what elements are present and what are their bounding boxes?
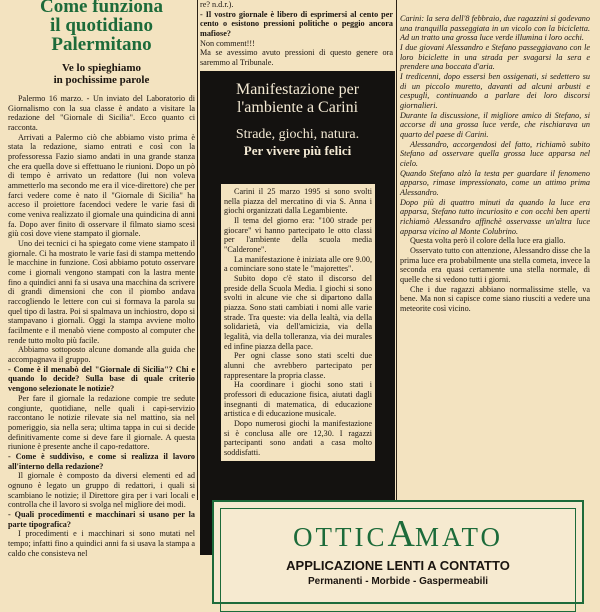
article-subtitle-line: in pochissime parole [53, 74, 150, 86]
right-article [400, 0, 590, 314]
left-article [8, 0, 195, 558]
article-paragraph: Per ogni classe sono stati scelti due alunni che avrebbero partecipato per rappresentare la propria classe. [224, 351, 372, 380]
article-paragraph: re? n.d.r.). [200, 0, 234, 9]
interview-question: - Quali procedimenti e macchinari si usano per la parte tipografica? [8, 509, 195, 529]
article-paragraph: Ha coordinare i giochi sono stati i professori di educazione fisica, aiutati dagli insegnanti di matematica, di educazione artistica e di educazione musicale. [224, 380, 372, 419]
column-divider [396, 0, 397, 500]
feature-title-line: Manifestazione per [235, 81, 360, 98]
logo-text: A [387, 513, 415, 555]
article-paragraph: Alessandro, accorgendosi del fatto, richiamò subito Stefano ad osservare quella grossa luce apparsa nel cielo. [400, 139, 590, 169]
article-paragraph: Non comment!!! [200, 38, 255, 48]
article-paragraph: I tredicenni, dopo essersi ben ossigenati, si sedettero su di un piccolo muretto, davanti ad alcuni arbusti e cespugli, continuando a parlare dei loro discorsi giornalieri. [400, 72, 590, 111]
article-paragraph: Dopo più di quattro minuti da quando la luce era apparsa, Stefano tutto incuriosito e con occhi ben aperti richiamò Alessandro affinchè osservasse un'altra luce apparsa vicino al Monte Colubrino. [400, 197, 590, 236]
article-paragraph: Uno dei tecnici ci ha spiegato come viene stampato il giornale. Ci ha mostrato le varie fasi di stampa mettendo le macchine in funzione. Così abbiamo potuto osservare come i giornali vengono stampati con la lastra mente fino a quindici anni fa si usava una macchina da scrivere di grandi dimensioni che con il piombo andava raccogliendo le lettere con cui si formava la parola su quel tipo di lastra. Poi si spalmava un inchiostro, dopo si stampavano i giornali. Oggi la stampa avviene molto facilmente e il menabò viene composto al computer che rende tutto molto più facile. [8, 239, 195, 345]
interview-question: - Il vostro giornale è libero di esprimersi al cento per cento o esistono pressioni politiche o peggio ancora mafiose? [200, 9, 393, 39]
article-title-line: Palermitano [51, 34, 152, 55]
article-paragraph: La manifestazione è iniziata alle ore 9.00, a cominciare sono state le "majorettes". [224, 254, 372, 274]
optician-advertisement [212, 500, 584, 604]
interview-question: - Come è il menabò del "Giornale di Sicilia"? Chi e quando lo decide? Sulla base di quale criterio vengono selezionate le notizie? [8, 364, 195, 394]
article-title-line: Come funziona [40, 0, 163, 17]
feature-title-line: l'ambiente a Carini [236, 99, 359, 116]
ad-headline: APPLICAZIONE LENTI A CONTATTO [286, 558, 510, 573]
article-paragraph: Per fare il giornale la redazione compie tre sedute congiunte, quotidiane, nelle quali i capi-servizio raccontano le notizie rilevate sia nel mattino, sia nel pomeriggio, sia nella sera; ultima tappa in cui si decide definitivamente come si deve fare il giornale. A questa riunione è presente anche il capo-redattore. [8, 393, 195, 452]
article-subtitle-line: Ve lo spieghiamo [61, 62, 142, 74]
feature-subtitle: Strade, giochi, natura. [235, 127, 360, 142]
logo-text: OTTIC [293, 522, 388, 552]
article-paragraph: I procedimenti e i macchinari si sono mutati nel tempo; infatti fino a quindici anni fa si usava la stampa a caldo che consisteva nel [8, 529, 195, 558]
feature-box [200, 71, 395, 555]
article-paragraph: Ma se avessimo avuto pressioni di questo genere ora saremmo al Tribunale. [200, 48, 393, 68]
feature-title [200, 81, 395, 117]
article-paragraph: Osservato tutto con attenzione, Alessandro disse che la prima luce era probabilmente una stella cometa, invece la seconda era quasi certamente una stella normale, di quelle che si vedono tutti i giorni. [400, 246, 590, 285]
article-paragraph: Quando Stefano alzò la testa per guardare il fenomeno apparso, rimase impressionato, come un attimo prima Alessandro. [400, 168, 590, 198]
article-paragraph: I due giovani Alessandro e Stefano passeggiavano con le loro biciclette in una strada per svagarsi la sera e prendere una boccata d'aria. [400, 43, 590, 72]
interview-question: - Come è suddiviso, e come si realizza il lavoro all'interno della redazione? [8, 451, 195, 471]
article-subtitle [8, 62, 195, 86]
column-divider [197, 0, 198, 500]
optician-logo [214, 512, 582, 556]
article-paragraph: Durante la discussione, il migliore amico di Stefano, si accorse di una grossa luce verde, che rischiarava un quarto del paese di Carini. [400, 110, 590, 140]
article-paragraph: Palermo 16 marzo. - Un inviato del Laboratorio di Giornalismo con la sua classe è andato a visitare la redazione del "Giornale di Sicilia". Ecco quanto ci racconta. [8, 94, 195, 133]
article-paragraph: Carini il 25 marzo 1995 si sono svolti nella piazza del mercatino di via S. Anna i giochi organizzati dalla Legambiente. [224, 187, 372, 216]
article-paragraph: Che i due ragazzi abbiano normalissime stelle, va bene. Ma non si capisce come siano riusciti a vedere una meteorite così vicino. [400, 284, 590, 314]
article-paragraph: Dopo numerosi giochi la manifestazione si è conclusa alle ore 12,30. I ragazzi partecipanti sono andati a casa molto soddisfatti. [224, 419, 372, 458]
article-paragraph: Il tema del giorno era: "100 strade per giocare" vi hanno partecipato le otto classi per l'ambiente della scuola media "Calderone". [224, 216, 372, 255]
article-paragraph: Subito dopo c'è stato il discorso del preside della Scuola Media. I giochi si sono svolti in alcune vie che si dipartono dalla piazza. Sono stati cambiati i nomi alle varie strade. Tra queste: via della lealtà, via della solidarietà, via dell'amicizia, via della legalità, via della tolleranza, via dei murales ed infine piazza della pace. [224, 274, 372, 351]
logo-text: MATO [414, 522, 503, 552]
ad-tagline: Permanenti - Morbide - Gaspermeabili [307, 576, 489, 587]
middle-article-continuation [200, 0, 393, 68]
feature-tagline: Per vivere più felici [243, 143, 352, 158]
article-paragraph: Il giornale è composto da diversi elementi ed ad ognuno è legato un gruppo di redattori, i quali si scambiano le notizie; il Direttore gira per i vari locali e controlla che il lavoro si svolga nel migliore dei modi. [8, 471, 195, 510]
article-paragraph: Abbiamo sottoposto alcune domande alla guida che accompagnava il gruppo. [8, 345, 195, 365]
feature-body [221, 184, 375, 461]
article-paragraph: Arrivati a Palermo ciò che abbiamo visto prima è stata la redazione, siamo entrati e così con la professoressa Fazio siamo andati in una grande stanza che era quella dove si effettuano le riunioni. Dopo un pò di tempo è arrivato un redattore (lui non voleva ammetterlo ma secondo me era il vice-direttore) che per farci vedere come è nato il "Giornale di Sicilia" ha acceso il proiettore facendoci vedere le varie fasi di come veniva realizzato il giornale una quindicina di anni fa. Dopo aver finito di osservare il filmato siamo scesi giù così dove viene stampato il giornale. [8, 132, 195, 239]
article-paragraph: Questa volta però il colore della luce era giallo. [410, 236, 566, 246]
article-paragraph: Carini: la sera dell'8 febbraio, due ragazzini si godevano una tranquilla passeggiata in un vicolo con la bicicletta. Ad un tratto una grossa luce verde illumina i loro occhi. [400, 14, 590, 43]
article-title-line: il quotidiano [50, 15, 153, 36]
